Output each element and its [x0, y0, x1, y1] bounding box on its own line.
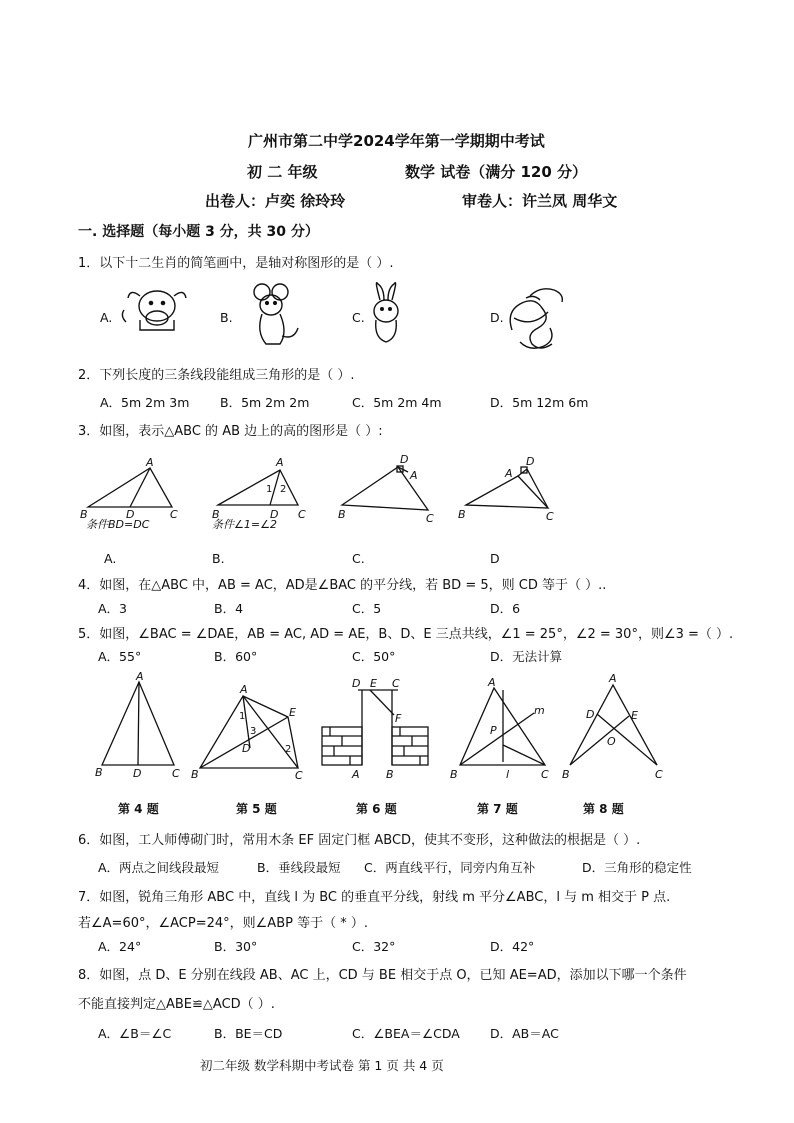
svg-text:E: E — [289, 706, 296, 719]
q3-option-c: C. — [352, 551, 365, 566]
svg-text:B: B — [212, 508, 220, 521]
svg-text:P: P — [490, 724, 497, 737]
q4-option-c: C．5 — [352, 601, 382, 616]
q5-option-d: D．无法计算 — [490, 649, 563, 664]
svg-text:D: D — [126, 508, 135, 521]
svg-text:A: A — [488, 676, 496, 689]
svg-text:C: C — [170, 508, 178, 521]
figure-5 — [191, 683, 303, 782]
exam-title: 广州市第二中学2024学年第一学期期中考试 — [248, 132, 545, 150]
q1-option-a: A. — [100, 310, 113, 325]
svg-text:2: 2 — [280, 484, 287, 495]
svg-text:A: A — [410, 469, 418, 482]
q6-stem: 6．如图，工人师傅砌门时，常用木条 EF 固定门框 ABCD，使其不变形，这种做法的根据是（ ）. — [78, 833, 641, 848]
exam-authors: 出卷人：卢奕 徐玲玲 — [205, 192, 346, 210]
svg-text:B: B — [458, 508, 466, 521]
svg-text:C: C — [541, 768, 549, 781]
q5-stem: 5．如图，∠BAC = ∠DAE，AB = AC, AD = AE，B、D、E 三点共线，∠1 = 25°，∠2 = 30°，则∠3 =（ ）. — [78, 627, 734, 642]
svg-text:C: C — [546, 510, 554, 523]
svg-text:D: D — [133, 767, 142, 780]
q4-option-a: A．3 — [98, 601, 128, 616]
q1-stem: 1．以下十二生肖的简笔画中，是轴对称图形的是（ ）. — [78, 256, 394, 271]
q2-stem: 2．下列长度的三条线段能组成三角形的是（ ）. — [78, 368, 355, 383]
svg-text:B: B — [338, 508, 346, 521]
svg-text:C: C — [295, 769, 303, 782]
section-title: 一. 选择题（每小题 3 分，共 30 分） — [78, 224, 319, 240]
q2-option-c: C．5m 2m 4m — [352, 395, 442, 410]
svg-text:C: C — [655, 768, 663, 781]
q6-option-a: A．两点之间线段最短 — [98, 860, 220, 875]
q3-note-b: 条件∠1=∠2 — [212, 518, 277, 531]
q5-option-c: C．50° — [352, 649, 396, 664]
svg-text:D: D — [242, 742, 251, 755]
q8-option-b: B．BE＝CD — [214, 1026, 283, 1041]
q7-stem-line1: 7．如图，锐角三角形 ABC 中，直线 l 为 BC 的垂直平分线，射线 m 平分∠ABC，l 与 m 相交于 P 点. — [78, 890, 671, 905]
q7-stem-line2: 若∠A=60°，∠ACP=24°，则∠ABP 等于（ * ）. — [78, 916, 368, 931]
svg-text:A: A — [609, 672, 617, 685]
svg-text:A: A — [136, 670, 144, 683]
q2-option-a: A．5m 2m 3m — [100, 395, 190, 410]
svg-text:D: D — [586, 708, 595, 721]
q8-stem-line1: 8．如图，点 D、E 分别在线段 AB、AC 上，CD 与 BE 相交于点 O，已知 AE=AD，添加以下哪一个条件 — [78, 968, 687, 983]
q6-option-b: B．垂线段最短 — [257, 860, 341, 875]
svg-text:B: B — [386, 768, 394, 781]
q3-option-b: B. — [212, 551, 225, 566]
svg-text:B: B — [191, 768, 199, 781]
svg-text:D: D — [270, 508, 279, 521]
figure-8 — [562, 672, 663, 781]
q3-option-a: A. — [104, 551, 117, 566]
q1-option-c: C. — [352, 310, 365, 325]
q5-option-b: B．60° — [214, 649, 258, 664]
svg-text:B: B — [450, 768, 458, 781]
svg-text:D: D — [400, 453, 409, 466]
q1-option-d: D. — [490, 310, 504, 325]
q3-option-d: D — [490, 551, 500, 566]
figure-4 — [95, 670, 180, 780]
q4-option-b: B．4 — [214, 601, 244, 616]
svg-text:C: C — [426, 512, 434, 525]
q8-option-d: D．AB＝AC — [490, 1026, 559, 1041]
page-footer: 初二年级 数学科期中考试卷 第 1 页 共 4 页 — [200, 1058, 444, 1073]
svg-text:D: D — [526, 455, 535, 468]
caption-fig-4: 第 4 题 — [118, 802, 159, 816]
q7-option-d: D．42° — [490, 939, 535, 954]
svg-text:A: A — [276, 456, 284, 469]
q7-option-b: B．30° — [214, 939, 258, 954]
q2-option-b: B．5m 2m 2m — [220, 395, 310, 410]
svg-text:3: 3 — [250, 726, 257, 737]
svg-text:A: A — [352, 768, 360, 781]
q7-option-a: A．24° — [98, 939, 142, 954]
q4-stem: 4．如图，在△ABC 中，AB = AC，AD是∠BAC 的平分线，若 BD = 5，则 CD 等于（ ）.. — [78, 578, 607, 593]
caption-fig-7: 第 7 题 — [477, 802, 518, 816]
svg-text:D: D — [352, 677, 361, 690]
q2-option-d: D．5m 12m 6m — [490, 395, 589, 410]
svg-text:A: A — [240, 683, 248, 696]
svg-text:1: 1 — [239, 711, 246, 722]
svg-text:E: E — [370, 677, 377, 690]
exam-subject: 数学 试卷（满分 120 分） — [405, 163, 587, 181]
figure-6 — [322, 677, 428, 781]
q6-option-d: D．三角形的稳定性 — [582, 860, 692, 875]
q5-option-a: A．55° — [98, 649, 142, 664]
svg-text:A: A — [505, 467, 513, 480]
q3-note-a: 条件BD=DC — [86, 518, 150, 531]
caption-fig-5: 第 5 题 — [236, 802, 277, 816]
svg-text:m: m — [534, 704, 545, 717]
svg-text:B: B — [95, 766, 103, 779]
q6-option-c: C．两直线平行，同旁内角互补 — [364, 860, 536, 875]
svg-text:1: 1 — [266, 484, 273, 495]
svg-text:B: B — [562, 768, 570, 781]
svg-text:E: E — [631, 709, 638, 722]
svg-text:B: B — [80, 508, 88, 521]
q3-stem: 3．如图，表示△ABC 的 AB 边上的高的图形是（ ）: — [78, 424, 383, 439]
svg-text:2: 2 — [285, 744, 292, 755]
svg-text:C: C — [392, 677, 400, 690]
q8-option-c: C．∠BEA＝∠CDA — [352, 1026, 460, 1041]
svg-text:C: C — [298, 508, 306, 521]
svg-text:A: A — [146, 456, 154, 469]
svg-text:F: F — [395, 712, 402, 725]
q1-option-b: B. — [220, 310, 233, 325]
caption-fig-8: 第 8 题 — [583, 802, 624, 816]
svg-text:l: l — [506, 768, 510, 781]
q8-option-a: A．∠B＝∠C — [98, 1026, 172, 1041]
q4-option-d: D．6 — [490, 601, 521, 616]
figure-7 — [450, 676, 549, 781]
svg-text:O: O — [607, 735, 616, 748]
caption-fig-6: 第 6 题 — [356, 802, 397, 816]
exam-grade: 初 二 年级 — [247, 163, 318, 181]
exam-reviewers: 审卷人：许兰凤 周华文 — [462, 192, 618, 210]
q8-stem-line2: 不能直接判定△ABE≌△ACD（ ）. — [78, 997, 275, 1012]
svg-text:C: C — [172, 767, 180, 780]
q7-option-c: C．32° — [352, 939, 396, 954]
